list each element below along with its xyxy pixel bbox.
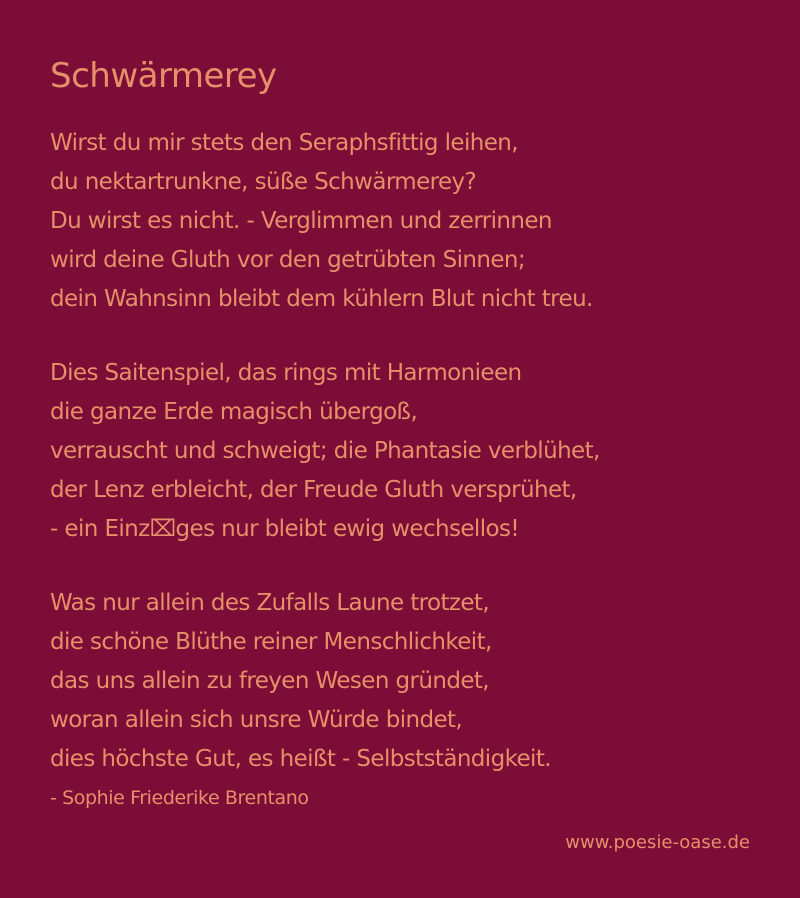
stanza-2 (50, 354, 600, 549)
poem-line: wird deine Gluth vor den getrübten Sinnen; (50, 247, 526, 273)
poem-line: du nektartrunkne, süße Schwärmerey? (50, 169, 477, 195)
poem-line: die ganze Erde magisch übergoß, (50, 399, 418, 425)
poem-line: Dies Saitenspiel, das rings mit Harmonieen (50, 360, 522, 386)
poem-line: die schöne Blüthe reiner Menschlichkeit, (50, 629, 492, 655)
poem-line: Wirst du mir stets den Seraphsfittig leihen, (50, 130, 518, 156)
poem-title: Schwärmerey (50, 56, 277, 96)
stanza-1 (50, 124, 600, 319)
poem-line: dies höchste Gut, es heißt - Selbstständigkeit. (50, 746, 551, 772)
poem-line: - ein Einz⌧ges nur bleibt ewig wechsellos! (50, 516, 519, 542)
poem-line: der Lenz erbleicht, der Freude Gluth versprühet, (50, 477, 577, 503)
poem-line: verrauscht und schweigt; die Phantasie verblühet, (50, 438, 600, 464)
poem-author: - Sophie Friederike Brentano (50, 787, 309, 809)
stanza-3 (50, 584, 600, 779)
website-watermark: www.poesie-oase.de (565, 832, 750, 853)
poem-line: dein Wahnsinn bleibt dem kühlern Blut nicht treu. (50, 286, 593, 312)
poem-body (50, 124, 600, 814)
poem-line: Du wirst es nicht. - Verglimmen und zerrinnen (50, 208, 552, 234)
poem-line: woran allein sich unsre Würde bindet, (50, 707, 463, 733)
poem-line: das uns allein zu freyen Wesen gründet, (50, 668, 490, 694)
poem-line: Was nur allein des Zufalls Laune trotzet, (50, 590, 490, 616)
